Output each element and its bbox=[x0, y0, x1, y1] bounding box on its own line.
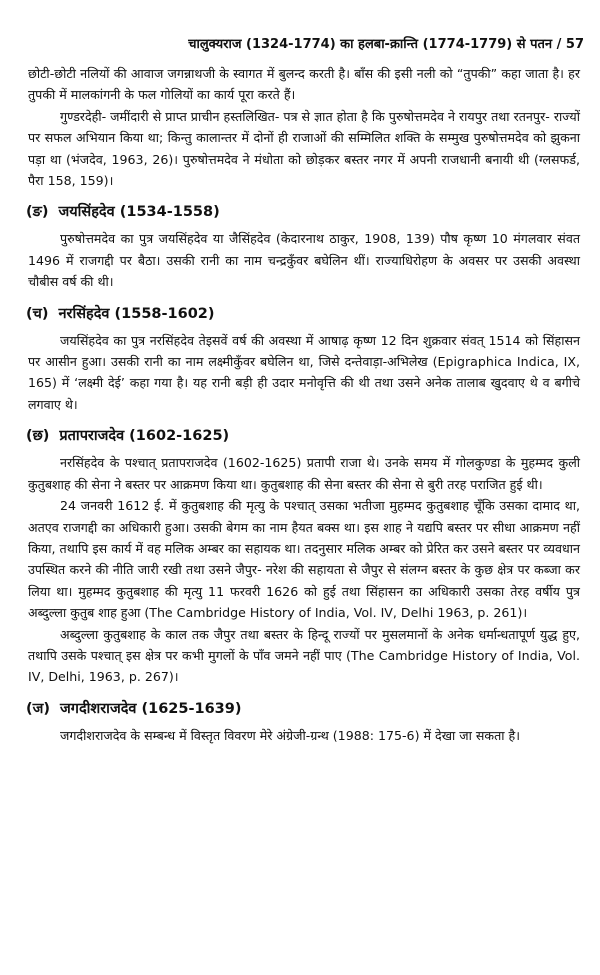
section-heading bbox=[26, 426, 580, 446]
paragraph: जयसिंहदेव का पुत्र नरसिंहदेव तेइसवें वर्ष की अवस्था में आषाढ़ कृष्ण 12 दिन शुक्रवार संवत् 1514 को सिंहासन पर आसीन हुआ। उसकी रानी का नाम लक्ष्मीकुँवर बघेलिन था, जिसे दन्तेवाड़ा-अभिलेख (Epigraphica Indica, IX, 165) में ‘लक्ष्मी देई’ कहा गया है। यह रानी बड़ी ही उदार मनोवृत्ति की थी तथा उसने अनेक तालाब खुदवाए थे व बगीचे लगवाए थे। bbox=[28, 332, 580, 412]
paragraph: जगदीशराजदेव के सम्बन्ध में विस्तृत विवरण मेरे अंग्रेजी-ग्रन्थ (1988: 175-6) में देखा जा सकता है। bbox=[60, 727, 520, 743]
running-header: चालुक्यराज (1324-1774) का हलबा-क्रान्ति (1774-1779) से पतन / 57 bbox=[188, 37, 584, 52]
section-heading bbox=[26, 699, 580, 719]
paragraph: 24 जनवरी 1612 ई. में कुतुबशाह की मृत्यु के पश्चात् उसका भतीजा मुहम्मद कुतुबशाह चूँकि उसका दामाद था, अतएव राजगद्दी का अधिकारी हुआ। उसकी बेगम का नाम हैयत बक्स था। इस शाह ने यद्यपि बस्तर पर सीधा आक्रमण नहीं किया, तथापि इस कार्य में वह मलिक अम्बर का सहायक था। तदनुसार मलिक अम्बर को प्रेरित कर उसने बस्तर पर व्यवधान उपस्थित करने की नीति जारी रखी तथा उसने जैपुर- नरेश की सहायता से जैपुर से संलग्न बस्तर के कुछ क्षेत्र पर कब्जा कर लिया था। मुहम्मद कुतुबशाह की मृत्यु 11 फरवरी 1626 को हुई तथा सिंहासन का अधिकारी उसका तेरह वर्षीय पुत्र अब्दुल्ला कुतुब शाह हुआ (The Cambridge History of India, Vol. IV, Delhi 1963, p. 261)। bbox=[28, 498, 580, 621]
section-marker: (ङ) bbox=[26, 204, 49, 221]
section-marker: (छ) bbox=[26, 428, 50, 445]
section-heading bbox=[26, 304, 580, 324]
section-title: जयसिंहदेव (1534-1558) bbox=[58, 204, 220, 221]
paragraph: छोटी-छोटी नलियों की आवाज जगन्नाथजी के स्वागत में बुलन्द करती है। बाँस की इसी नली को “तुपकी” कहा जाता है। हर तुपकी में मालकांगनी के फल गोलियों का कार्य पूरा करते हैं। bbox=[28, 66, 580, 103]
paragraph: गुण्डरदेही- जमींदारी से प्राप्त प्राचीन हस्तलिखित- पत्र से ज्ञात होता है कि पुरुषोत्तमदेव ने रायपुर तथा रतनपुर- राज्यों पर सफल अभियान किया था; किन्तु कालान्तर में दोनों ही राजाओं की सम्मिलित शक्ति के सम्मुख पुरुषोत्तमदेव को झुकना पड़ा था (भंजदेव, 1963, 26)। पुरुषोत्तमदेव ने मंधोता को छोड़कर बस्तर नगर में अपनी राजधानी बनायी थी (ग्लसफर्ड, पैरा 158, 159)। bbox=[28, 108, 580, 189]
section-title: प्रतापराजदेव (1602-1625) bbox=[59, 428, 230, 445]
paragraph: अब्दुल्ला कुतुबशाह के काल तक जैपुर तथा बस्तर के हिन्दू राज्यों पर मुसलमानों के अनेक धर्मान्धतापूर्ण युद्ध हुए, तथापि उसके पश्चात् इस क्षेत्र पर कभी मुगलों के पाँव जमने नहीं पाए (The Cambridge History of India, Vol. IV, Delhi, 1963, p. 267)। bbox=[28, 626, 580, 685]
paragraph: नरसिंहदेव के पश्चात् प्रतापराजदेव (1602-1625) प्रतापी राजा थे। उनके समय में गोलकुण्डा के मुहम्मद कुली कुतुबशाह की सेना ने बस्तर पर आक्रमण किया था। कुतुबशाह की सेना बस्तर की सेना से बुरी तरह पराजित हुई थी। bbox=[28, 455, 580, 492]
section-marker: (ज) bbox=[26, 700, 51, 717]
section-heading bbox=[26, 202, 580, 222]
section-marker: (च) bbox=[26, 305, 49, 322]
section-title: नरसिंहदेव (1558-1602) bbox=[58, 305, 215, 322]
section-title: जगदीशराजदेव (1625-1639) bbox=[60, 700, 242, 717]
paragraph: पुरुषोत्तमदेव का पुत्र जयसिंहदेव या जैसिंहदेव (केदारनाथ ठाकुर, 1908, 139) पौष कृष्ण 10 मंगलवार संवत 1496 में राजगद्दी पर बैठा। उसकी रानी का नाम चन्द्रकुँवर बघेलिन थीं। राज्याधिरोहण के अवसर पर उसकी अवस्था चौबीस वर्ष की थी। bbox=[28, 231, 580, 290]
page-body bbox=[28, 63, 580, 746]
